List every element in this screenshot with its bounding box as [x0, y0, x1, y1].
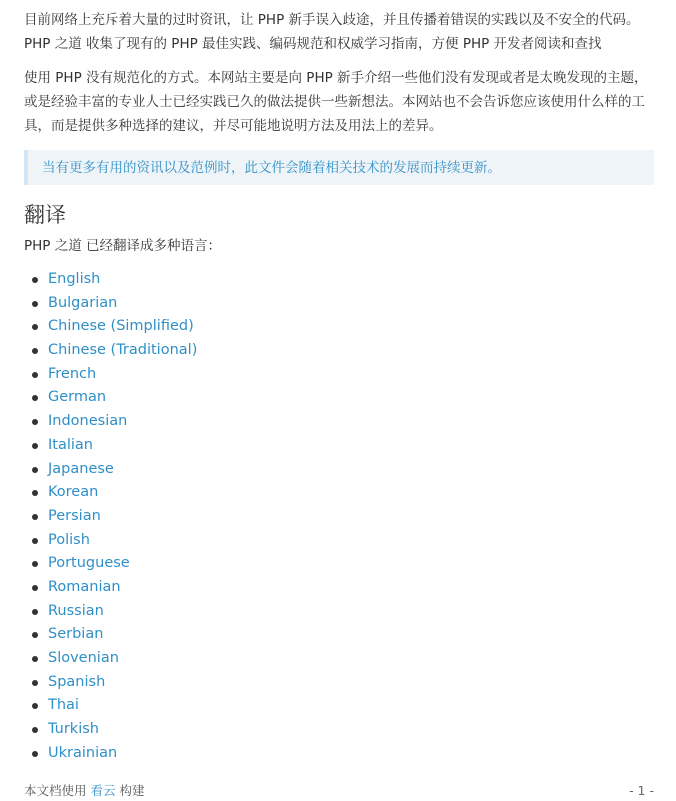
language-list-item — [48, 694, 654, 718]
page-footer — [24, 782, 654, 800]
language-list-item — [48, 505, 654, 529]
bullet-icon — [32, 301, 38, 307]
language-link[interactable]: Japanese — [48, 460, 114, 477]
language-list-item — [48, 671, 654, 695]
language-link[interactable]: Italian — [48, 436, 93, 453]
language-list-item — [48, 481, 654, 505]
language-list-item — [48, 386, 654, 410]
footer-prefix: 本文档使用 — [24, 783, 87, 798]
language-list-item — [48, 623, 654, 647]
language-list-item — [48, 647, 654, 671]
language-list-item — [48, 552, 654, 576]
language-list-item — [48, 315, 654, 339]
update-note: 当有更多有用的资讯以及范例时，此文件会随着相关技术的发展而持续更新。 — [24, 150, 654, 185]
language-list-item — [48, 600, 654, 624]
language-link[interactable]: Bulgarian — [48, 294, 118, 311]
language-link[interactable]: Thai — [48, 697, 79, 714]
footer-suffix: 构建 — [119, 783, 145, 798]
intro-paragraph-2: 使用 PHP 没有规范化的方式。本网站主要是向 PHP 新手介绍一些他们没有发现或者是太晚发现的主题，或是经验丰富的专业人士已经实践已久的做法提供一些新想法。本网站也不会告诉您应该使用什么样的工具，而是提供多种选择的建议，并尽可能地说明方法及用法上的差异。 — [24, 70, 648, 134]
language-link[interactable]: Indonesian — [48, 413, 128, 430]
footer-kancloud-link[interactable]: 看云 — [90, 783, 116, 798]
bullet-icon — [32, 443, 38, 449]
language-list-item — [48, 268, 654, 292]
language-link[interactable]: Persian — [48, 507, 101, 524]
bullet-icon — [32, 277, 38, 283]
language-link[interactable]: Spanish — [48, 673, 106, 690]
language-link[interactable]: Korean — [48, 484, 99, 501]
language-link[interactable]: Turkish — [48, 721, 99, 738]
bullet-icon — [32, 348, 38, 354]
bullet-icon — [32, 561, 38, 567]
language-list-item — [48, 718, 654, 742]
bullet-icon — [32, 680, 38, 686]
bullet-icon — [32, 419, 38, 425]
bullet-icon — [32, 656, 38, 662]
language-link[interactable]: Romanian — [48, 578, 121, 595]
language-list-item — [48, 410, 654, 434]
language-link[interactable]: Ukrainian — [48, 744, 118, 761]
bullet-icon — [32, 490, 38, 496]
language-list-item — [48, 742, 654, 766]
bullet-icon — [32, 727, 38, 733]
language-link[interactable]: Polish — [48, 531, 90, 548]
bullet-icon — [32, 372, 38, 378]
language-link[interactable]: Portuguese — [48, 555, 130, 572]
language-link[interactable]: Russian — [48, 602, 104, 619]
bullet-icon — [32, 585, 38, 591]
bullet-icon — [32, 514, 38, 520]
bullet-icon — [32, 467, 38, 473]
bullet-icon — [32, 632, 38, 638]
document-content — [24, 8, 654, 765]
language-list-item — [48, 434, 654, 458]
footer-credit — [24, 782, 145, 800]
translation-heading: 翻译 — [24, 203, 66, 227]
intro-paragraph-1: 目前网络上充斥着大量的过时资讯，让 PHP 新手误入歧途，并且传播着错误的实践以及不安全的代码。PHP 之道 收集了现有的 PHP 最佳实践、编码规范和权威学习指南，方便 PHP 开发者阅读和查找 — [24, 12, 640, 52]
language-link[interactable]: German — [48, 389, 107, 406]
language-list-item — [48, 458, 654, 482]
bullet-icon — [32, 609, 38, 615]
language-list-item — [48, 576, 654, 600]
language-list-item — [48, 529, 654, 553]
bullet-icon — [32, 703, 38, 709]
language-list-item — [48, 363, 654, 387]
language-list — [24, 268, 654, 765]
language-link[interactable]: Serbian — [48, 626, 104, 643]
language-link[interactable]: Chinese (Traditional) — [48, 342, 198, 359]
language-link[interactable]: English — [48, 271, 101, 287]
language-link[interactable]: Slovenian — [48, 650, 119, 666]
bullet-icon — [32, 324, 38, 330]
translation-intro: PHP 之道 已经翻译成多种语言： — [24, 238, 222, 254]
bullet-icon — [32, 751, 38, 757]
language-list-item — [48, 292, 654, 316]
language-link[interactable]: French — [48, 365, 97, 382]
page-number: - 1 - — [629, 783, 654, 798]
bullet-icon — [32, 395, 38, 401]
language-link[interactable]: Chinese (Simplified) — [48, 318, 194, 335]
bullet-icon — [32, 538, 38, 544]
language-list-item — [48, 339, 654, 363]
